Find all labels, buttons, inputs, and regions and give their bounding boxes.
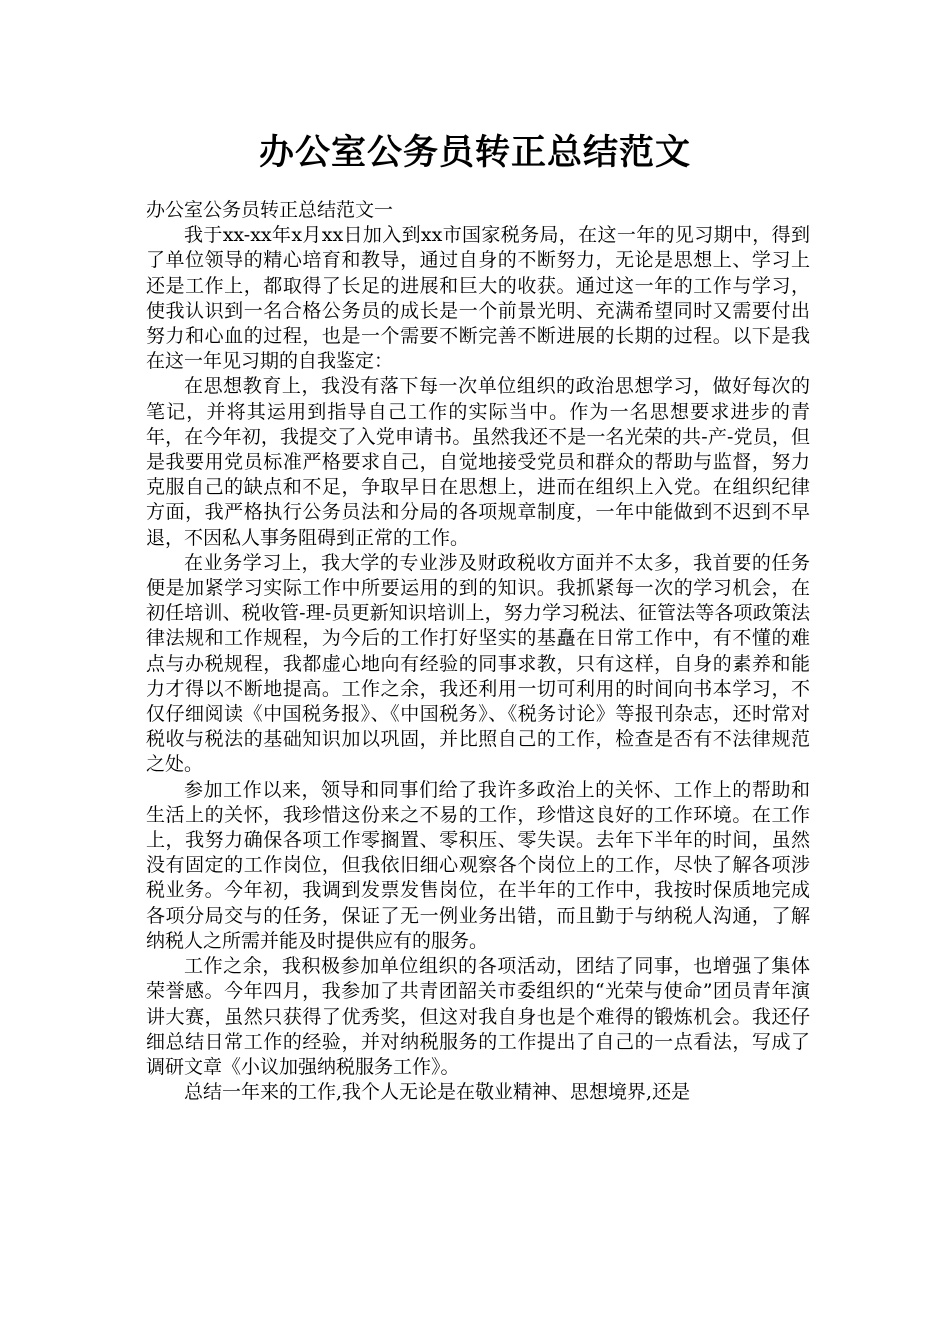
document-body <box>146 198 810 1105</box>
paragraph-summary: 总结一年来的工作,我个人无论是在敬业精神、思想境界,还是 <box>184 1081 691 1104</box>
section-subheading: 办公室公务员转正总结范文一 <box>146 199 394 221</box>
paragraph-intro: 我于xx-xx年x月xx日加入到xx市国家税务局，在这一年的见习期中，得到了单位领导的精心培育和教导，通过自身的不断努力，无论是思想上、学习上还是工作上，都取得了长足的进展和巨大的收获。通过这一年的工作与学习，使我认识到一名合格公务员的成长是一个前景光明、充满希望同时又需要付出努力和心血的过程，也是一个需要不断完善不断进展的长期的过程。以下是我在这一年见习期的自我鉴定： <box>146 224 810 373</box>
paragraph-ideology: 在思想教育上，我没有落下每一次单位组织的政治思想学习，做好每次的笔记，并将其运用到指导自己工作的实际当中。作为一名思想要求进步的青年，在今年初，我提交了入党申请书。虽然我还不是一名光荣的共-产-党员，但是我要用党员标准严格要求自己，自觉地接受党员和群众的帮助与监督，努力克服自己的缺点和不足，争取早日在思想上，进而在组织上入党。在组织纪律方面，我严格执行公务员法和分局的各项规章制度，一年中能做到不迟到不早退，不因私人事务阻碍到正常的工作。 <box>146 375 810 549</box>
paragraph-study: 在业务学习上，我大学的专业涉及财政税收方面并不太多，我首要的任务便是加紧学习实际工作中所要运用的到的知识。我抓紧每一次的学习机会，在初任培训、税收管-理-员更新知识培训上，努力学习税法、征管法等各项政策法律法规和工作规程，为今后的工作打好坚实的基矗在日常工作中，有不懂的难点与办税规程，我都虚心地向有经验的同事求教，只有这样，自身的素养和能力才得以不断地提高。工作之余，我还利用一切可利用的时间向书本学习，不仅仔细阅读《中国税务报》、《中国税务》、《税务讨论》等报刊杂志，还时常对税收与税法的基础知识加以巩固，并比照自己的工作，检查是否有不法律规范之处。 <box>146 551 810 776</box>
paragraph-work: 参加工作以来，领导和同事们给了我许多政治上的关怀、工作上的帮助和生活上的关怀，我珍惜这份来之不易的工作，珍惜这良好的工作环境。在工作上，我努力确保各项工作零搁置、零积压、零失误。去年下半年的时间，虽然没有固定的工作岗位，但我依旧细心观察各个岗位上的工作，尽快了解各项涉税业务。今年初，我调到发票发售岗位，在半年的工作中，我按时保质地完成各项分局交与的任务，保证了无一例业务出错，而且勤于与纳税人沟通，了解纳税人之所需并能及时提供应有的服务。 <box>146 778 810 952</box>
document-title: 办公室公务员转正总结范文 <box>258 132 691 173</box>
paragraph-activities: 工作之余，我积极参加单位组织的各项活动，团结了同事，也增强了集体荣誉感。今年四月，我参加了共青团韶关市委组织的“光荣与使命”团员青年演讲大赛，虽然只获得了优秀奖，但这对我自身也是个难得的锻炼机会。我还仔细总结日常工作的经验，并对纳税服务的工作提出了自己的一点看法，写成了调研文章《小议加强纳税服务工作》。 <box>146 955 810 1078</box>
